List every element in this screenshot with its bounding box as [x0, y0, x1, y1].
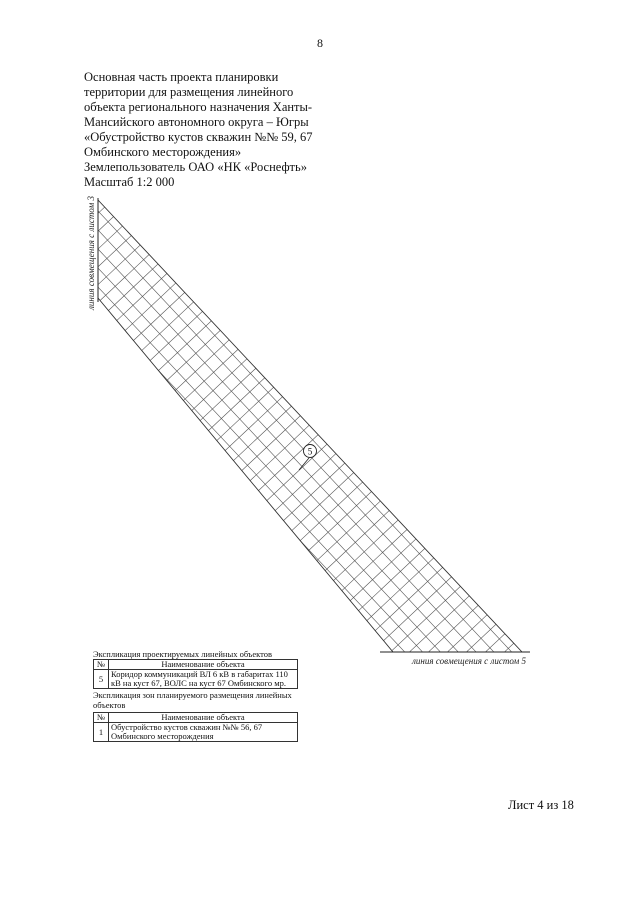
grid-line — [441, 634, 640, 905]
grid-line — [130, 302, 422, 576]
grid-line — [112, 283, 404, 557]
legend-linear-table — [93, 659, 298, 689]
table-row — [94, 723, 298, 742]
legend-linear-header-num: № — [94, 660, 109, 670]
grid-line — [32, 198, 324, 472]
grid-line — [299, 482, 591, 756]
grid-line — [0, 148, 640, 905]
grid-line — [468, 662, 640, 905]
grid-line — [14, 179, 306, 453]
grid-line — [317, 501, 609, 775]
grid-line — [0, 76, 640, 878]
grid-line — [370, 558, 640, 832]
grid-line — [255, 435, 547, 709]
grid-line — [548, 747, 640, 905]
legend-linear-row-name-line: кВ на куст 67, ВОЛС на куст 67 Омбинского мр. — [111, 678, 286, 688]
title-line: Землепользователь ОАО «НК «Роснефть» — [84, 160, 307, 174]
legend-zones-table — [93, 712, 298, 742]
grid-line — [477, 672, 640, 905]
grid-line — [0, 94, 640, 896]
grid-line — [361, 548, 640, 822]
grid-line — [0, 150, 279, 424]
title-line: Основная часть проекта планировки — [84, 70, 279, 84]
grid-line — [0, 165, 640, 905]
grid-line — [0, 121, 640, 905]
grid-line — [23, 188, 315, 462]
table-row — [94, 670, 298, 689]
grid-line — [174, 349, 466, 623]
grid-line — [0, 27, 164, 301]
grid-line — [148, 321, 440, 595]
grid-line — [183, 359, 475, 633]
grid-line — [272, 453, 564, 727]
grid-line — [237, 416, 529, 690]
grid-line — [566, 766, 640, 905]
legend-linear-caption: Экспликация проектируемых линейных объектов — [93, 649, 272, 659]
grid-line — [486, 681, 640, 905]
grid-line — [192, 368, 484, 642]
legend-zones-row-name-line: Омбинского месторождения — [111, 731, 214, 741]
grid-line — [530, 728, 640, 905]
grid-line — [68, 235, 360, 509]
grid-line — [0, 17, 155, 291]
grid-line — [343, 529, 635, 803]
grid-line — [41, 207, 333, 481]
title-line: Масштаб 1:2 000 — [84, 175, 175, 189]
grid-line — [5, 169, 297, 443]
grid-line — [139, 311, 431, 585]
match-line-left-label: линия совмещения с листом 3 — [86, 196, 96, 310]
grid-line — [94, 264, 386, 538]
grid-line — [575, 776, 640, 905]
grid-line — [103, 273, 395, 547]
grid-line — [308, 491, 600, 765]
grid-line — [0, 84, 217, 358]
legend-linear-row-name — [109, 670, 298, 689]
grid-line — [228, 406, 520, 680]
corridor-outline — [98, 200, 522, 652]
grid-line — [0, 112, 640, 905]
grid-line — [0, 130, 640, 905]
grid-line — [77, 245, 369, 519]
grid-line — [459, 653, 640, 905]
grid-line — [0, 74, 208, 348]
grid-line — [406, 596, 640, 870]
title-line: объекта регионального назначения Ханты- — [84, 100, 313, 114]
legend-linear-header-name: Наименование объекта — [109, 660, 298, 670]
page-number: 8 — [317, 36, 323, 50]
grid-line — [0, 156, 640, 905]
grid-line — [121, 292, 413, 566]
legend-zones-caption — [93, 690, 292, 710]
grid-line — [86, 254, 378, 528]
grid-line — [0, 93, 226, 367]
grid-line — [59, 226, 351, 500]
legend-zones-row-name — [109, 723, 298, 742]
title-line: территории для размещения линейного — [84, 85, 294, 99]
legend-zones-header-name: Наименование объекта — [109, 713, 298, 723]
legend-zones-row-num: 1 — [94, 723, 109, 742]
grid-line — [263, 444, 555, 718]
legend-linear-row-num: 5 — [94, 670, 109, 689]
grid-line — [0, 141, 271, 415]
title-line: Мансийского автономного округа – Югры — [84, 115, 309, 129]
title-line: Омбинского месторождения» — [84, 145, 242, 159]
grid-line — [0, 103, 235, 377]
grid-line — [450, 643, 640, 905]
grid-line — [397, 586, 640, 860]
grid-line — [352, 539, 640, 813]
object-marker-number: 5 — [307, 446, 313, 457]
grid-line — [415, 605, 640, 879]
grid-line — [290, 472, 582, 746]
grid-line — [201, 378, 493, 652]
grid-line — [281, 463, 573, 737]
grid-line — [210, 387, 502, 661]
match-line-right-label: линия совмещения с листом 5 — [412, 656, 526, 666]
sheet-number: Лист 4 из 18 — [508, 798, 574, 812]
grid-line — [326, 510, 618, 784]
grid-line — [557, 757, 640, 905]
legend-linear-row-name-line: Коридор коммуникаций ВЛ 6 кВ в габаритах 110 — [111, 669, 288, 679]
legend-zones-header-num: № — [94, 713, 109, 723]
legend-zones-caption-line: Экспликация зон планируемого размещения линейных — [93, 690, 292, 700]
legend-zones-caption-line: объектов — [93, 700, 126, 710]
grid-line — [0, 112, 244, 386]
grid-line — [0, 160, 288, 434]
grid-line — [157, 330, 449, 604]
legend-zones-row-name-line: Обустройство кустов скважин №№ 56, 67 — [111, 722, 263, 732]
title-line: «Обустройство кустов скважин №№ 59, 67 — [84, 130, 313, 144]
grid-line — [166, 340, 458, 614]
grid-line — [219, 397, 511, 671]
grid-line — [539, 738, 640, 905]
